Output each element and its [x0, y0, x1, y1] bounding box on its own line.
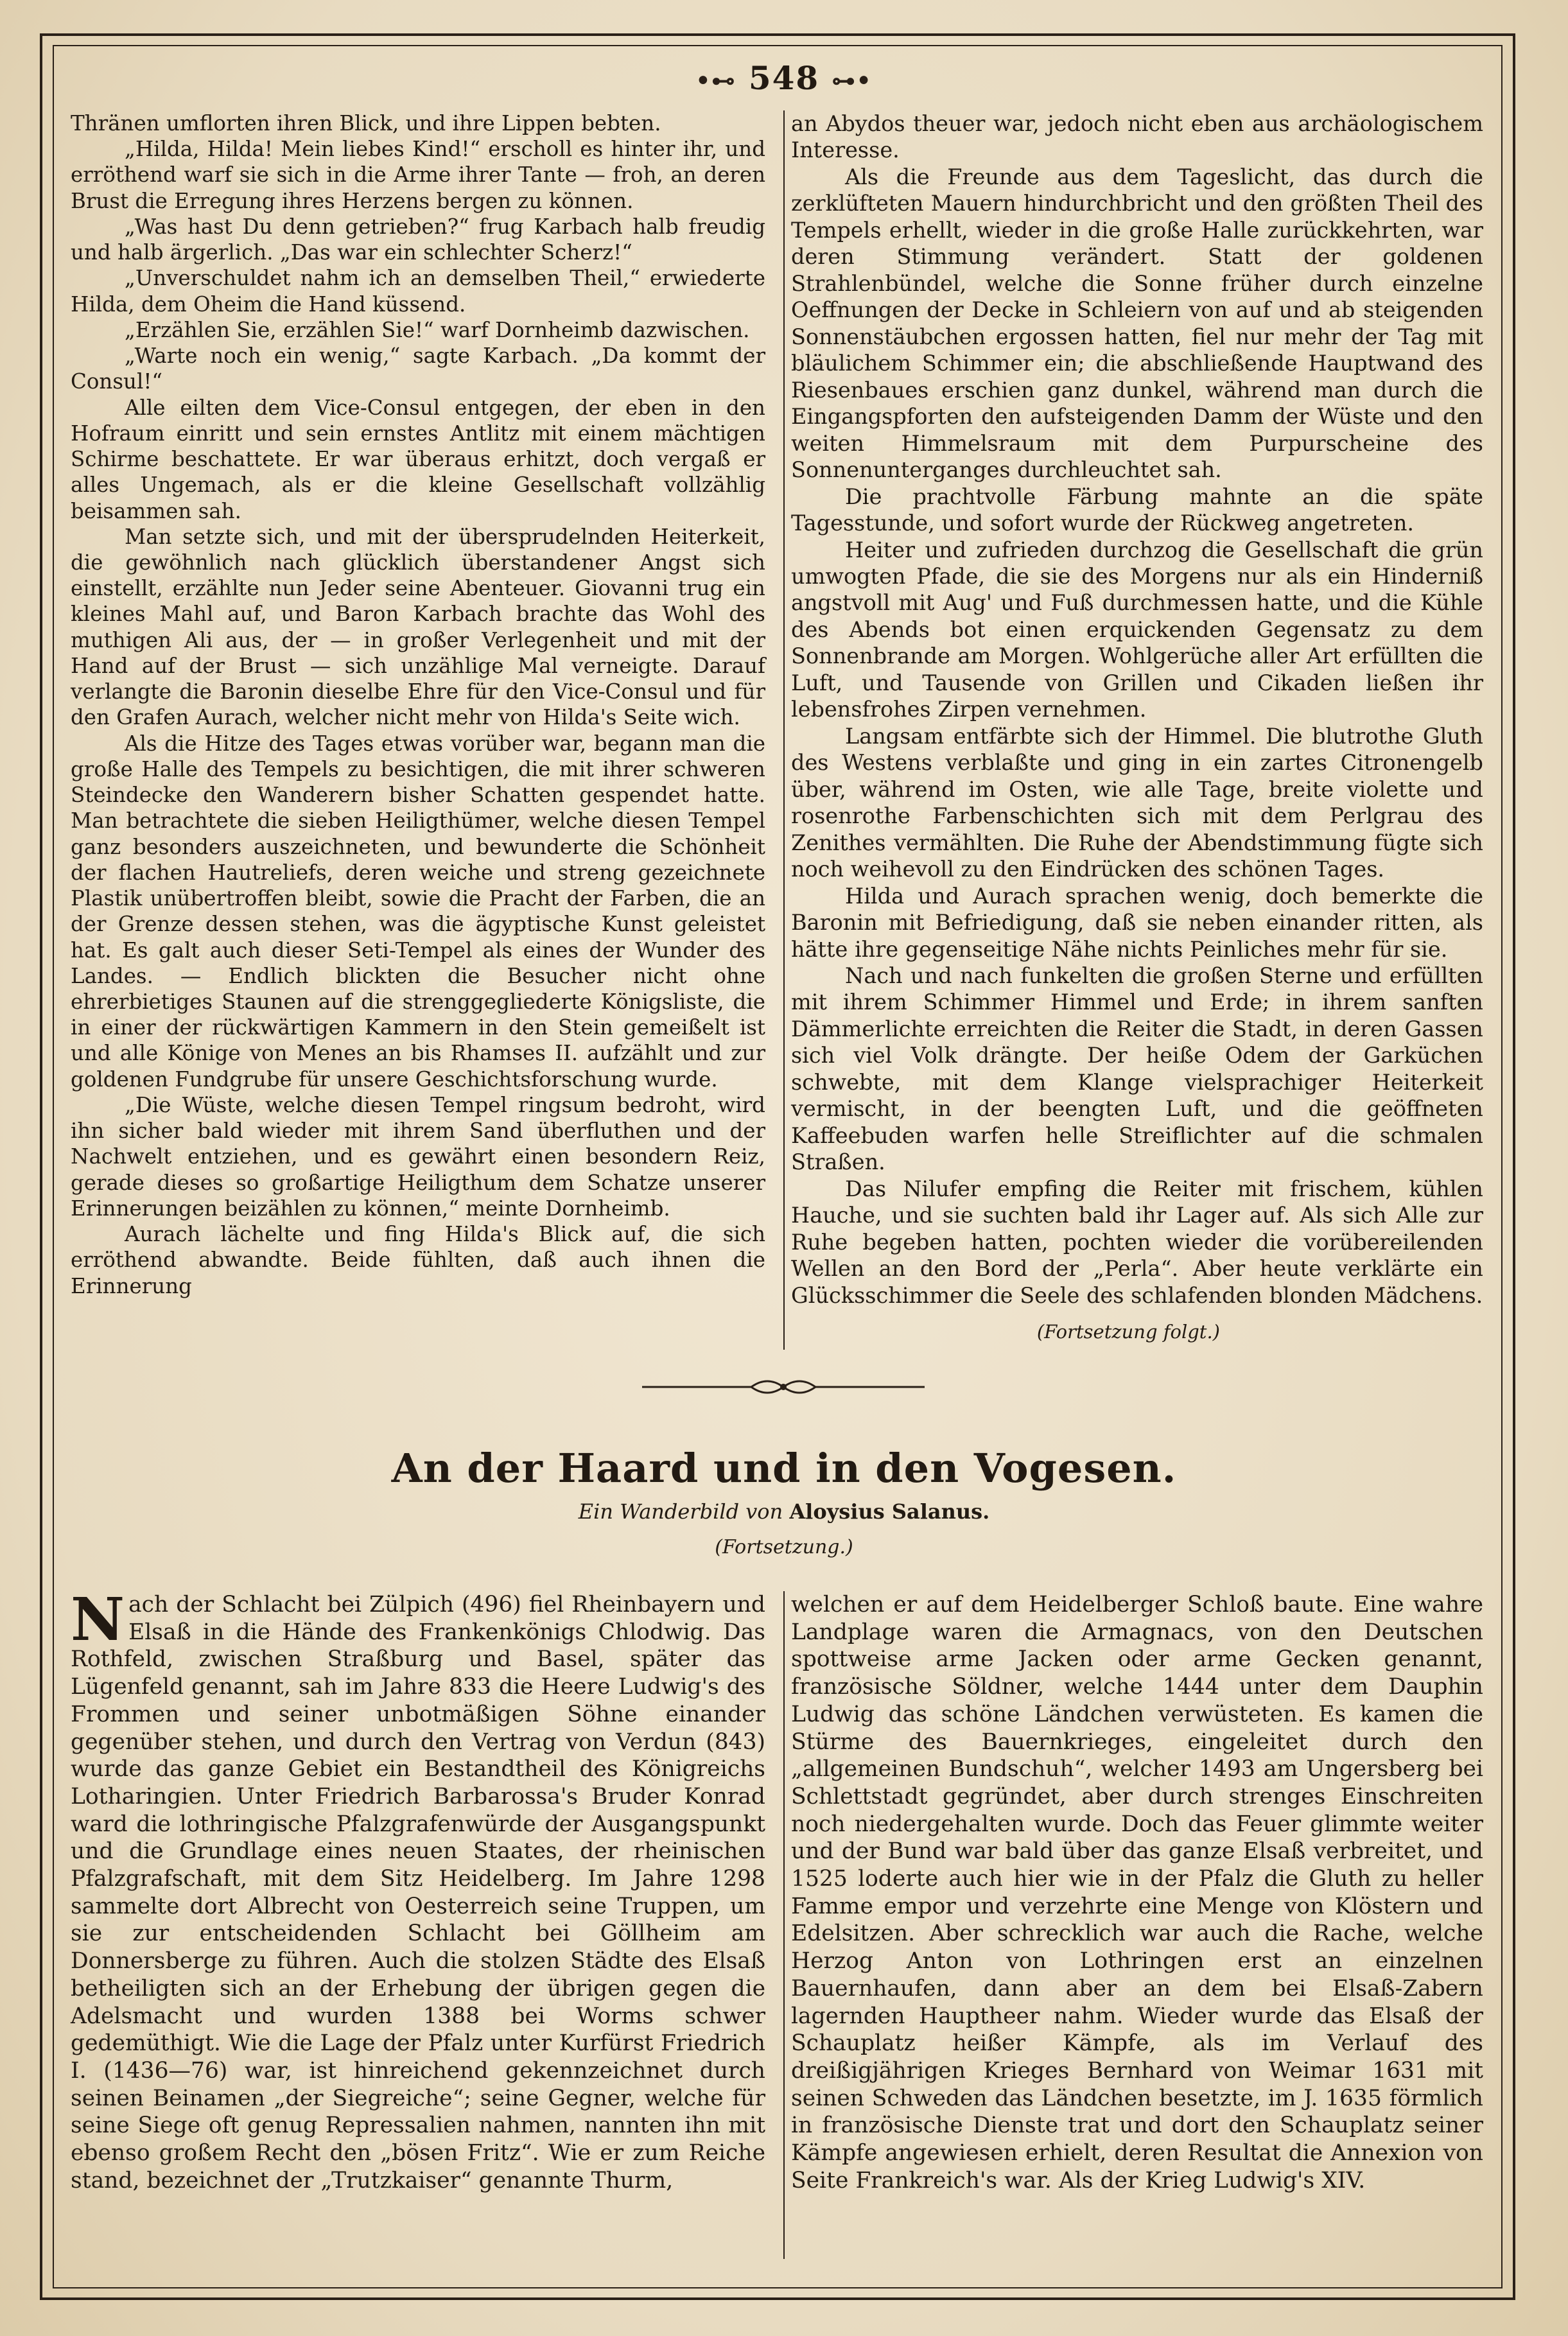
- top-column-rule: [783, 110, 785, 1350]
- paragraph: Heiter und zufrieden durchzog die Gesellschaft die grün umwogten Pfade, die sie des Morgens nur als ein Hinderniß angstvoll mit Aug' und Fuß durchmessen hatte, und die Kühle des Abends bot einen erquickenden Gegensatz zu dem Sonnenbrande am Morgen. Wohlgerüche aller Art erfüllten die Luft, und Tausende von Grillen und Cikaden ließen ihr lebensfrohes Zirpen vernehmen.: [791, 537, 1483, 722]
- paragraph: „Was hast Du denn getrieben?“ frug Karbach halb freudig und halb ärgerlich. „Das war ein schlechter Scherz!“: [71, 214, 765, 265]
- bottom-column-rule: [783, 1591, 785, 2259]
- article-left-column: [71, 1585, 765, 2259]
- paragraph: Als die Freunde aus dem Tageslicht, das durch die zerklüfteten Mauern hindurchbricht und den größten Theil des Tempels erhellt, wieder in die große Halle zurückkehrten, war deren Stimmung verändert. Statt der goldenen Strahlenbündel, welche die Sonne früher durch einzelne Oeffnungen der Decke in Schleiern von auf und ab steigenden Sonnenstäubchen ergossen hatten, fiel nur mehr der Tag mit bläulichem Schimmer ein; die abschließende Hauptwand des Riesenbaues erschien ganz dunkel, während man durch die Eingangspforten den aufsteigenden Damm der Wüste und den weiten Himmelsraum mit dem Purpurscheine des Sonnenunterganges durchleuchtet sah.: [791, 164, 1483, 483]
- paragraph: „Warte noch ein wenig,“ sagte Karbach. „Da kommt der Consul!“: [71, 344, 765, 394]
- article-right-column: [791, 1591, 1483, 2259]
- paragraph: Man setzte sich, und mit der übersprudelnden Heiterkeit, die gewöhnlich nach glücklich überstandener Angst sich einstellt, erzählte nun Jeder seine Abenteuer. Giovanni trug ein kleines Mahl auf, und Baron Karbach brachte das Wohl des muthigen Ali aus, der — in großer Verlegenheit und mit der Hand auf der Brust — sich unzählige Mal verneigte. Darauf verlangte die Baronin dieselbe Ehre für den Vice-Consul und für den Grafen Aurach, welcher nicht mehr von Hilda's Seite wich.: [71, 524, 765, 730]
- paragraph: Die prachtvolle Färbung mahnte an die späte Tagesstunde, und sofort wurde der Rückweg angetreten.: [791, 484, 1483, 536]
- page-number-header: [0, 59, 1568, 97]
- paragraph: Alle eilten dem Vice-Consul entgegen, der eben in den Hofraum einritt und sein ernstes Antlitz mit einem mächtigen Schirme beschattete. Er war überaus erhitzt, doch vergaß er alles Ungemach, als er die kleine Gesellschaft vollzählig beisammen sah.: [71, 395, 765, 523]
- article-subtitle: [0, 1499, 1568, 1524]
- paragraph: ach der Schlacht bei Zülpich (496) fiel Rheinbayern und Elsaß in die Hände des Frankenkönigs Chlodwig. Das Rothfeld, zwischen Straßburg und Basel, später das Lügenfeld genannt, sah im Jahre 833 die Heere Ludwig's des Frommen und seiner unbotmäßigen Söhne einander gegenüber stehen, und durch den Vertrag von Verdun (843) wurde das ganze Gebiet ein Bestandtheil des Königreichs Lotharingien. Unter Friedrich Barbarossa's Bruder Konrad ward die lothringische Pfalzgrafenwürde der Ausgangspunkt und die Grundlage eines neuen Staates, der rheinischen Pfalzgrafschaft, mit dem Sitz Heidelberg. Im Jahre 1298 sammelte dort Albrecht von Oesterreich seine Truppen, um sie zur entscheidenden Schlacht bei Göllheim am Donnersberge zu führen. Auch die stolzen Städte des Elsaß betheiligten sich an der Erhebung der übrigen gegen die Adelsmacht und wurden 1388 bei Worms schwer gedemüthigt. Wie die Lage der Pfalz unter Kurfürst Friedrich I. (1436—76) war, ist hinreichend gekennzeichnet durch seinen Beinamen „der Siegreiche“; seine Gegner, welche für seine Siege oft genug Repressalien nahmen, nannten ihn mit ebenso großem Recht den „bösen Fritz“. Wie er zum Reiche stand, bezeichnet der „Trutzkaiser“ genannte Thurm,: [71, 1592, 765, 2193]
- paragraph: an Abydos theuer war, jedoch nicht eben aus archäologischem Interesse.: [791, 111, 1483, 163]
- paragraph: welchen er auf dem Heidelberger Schloß baute. Eine wahre Landplage waren die Armagnacs, von den Deutschen spottweise arme Jacken oder arme Gecken genannt, französische Söldner, welche 1444 unter dem Dauphin Ludwig das schöne Ländchen verwüsteten. Es kamen die Stürme des Bauernkrieges, eingeleitet durch den „allgemeinen Bundschuh“, welcher 1493 am Ungersberg bei Schlettstadt gegründet, aber durch strenges Einschreiten noch niedergehalten wurde. Doch das Feuer glimmte weiter und der Bund war bald über das ganze Elsaß verbreitet, und 1525 loderte auch hier wie in der Pfalz die Gluth zu heller Famme empor und verzehrte eine Menge von Klöstern und Edelsitzen. Aber schrecklich war auch die Rache, welche Herzog Anton von Lothringen erst an einzelnen Bauernhaufen, dann aber an dem bei Elsaß-Zabern lagernden Hauptheer nahm. Wieder wurde das Elsaß der Schauplatz heißer Kämpfe, als im Verlauf des dreißigjährigen Krieges Bernhard von Weimar 1631 mit seinen Schweden das Ländchen besetzte, im J. 1635 förmlich in französische Dienste trat und dort den Schauplatz seiner Kämpfe angewiesen erhielt, deren Resultat die Annexion von Seite Frankreich's war. Als der Krieg Ludwig's XIV.: [791, 1592, 1483, 2193]
- page-number: 548: [748, 59, 820, 97]
- article-title: An der Haard und in den Vogesen.: [391, 1445, 1177, 1492]
- paragraph: Als die Hitze des Tages etwas vorüber war, begann man die große Halle des Tempels zu besichtigen, die mit ihrer schweren Steindecke den Wanderern bisher Schatten gespendet hatte. Man betrachtete die sieben Heiligthümer, welche diesen Tempel ganz besonders auszeichneten, und bewunderte die Schönheit der flachen Hautreliefs, deren weiche und streng gezeichnete Plastik unübertroffen bleibt, sowie die Pracht der Farben, die an der Grenze dessen stehen, was die ägyptische Kunst geleistet hat. Es galt auch dieser Seti-Tempel als eines der Wunder des Landes. — Endlich blickten die Besucher nicht ohne ehrerbietiges Staunen auf die strenggegliederte Königsliste, die in einer der rückwärtigen Kammern in den Stein gemeißelt ist und alle Könige von Menes an bis Rhamses II. aufzählt und zur goldenen Fundgrube für unsere Geschichtsforschung wurde.: [71, 731, 765, 1092]
- paragraph: „Unverschuldet nahm ich an demselben Theil,“ erwiederte Hilda, dem Oheim die Hand küssend.: [71, 266, 765, 317]
- left-ornament-icon: •⊷: [695, 67, 736, 94]
- right-ornament-icon: ⊶•: [832, 67, 873, 94]
- paragraph: „Erzählen Sie, erzählen Sie!“ warf Dornheimb dazwischen.: [125, 317, 750, 342]
- subtitle-prefix: Ein Wanderbild von: [578, 1499, 783, 1524]
- paragraph: Langsam entfärbte sich der Himmel. Die blutrothe Gluth des Westens verblaßte und ging in ein zartes Citronengelb über, während im Osten, wie alle Tage, breite violette und rosenrothe Farbenschichten sich mit dem Perlgrau des Zenithes vermählten. Die Ruhe der Abendstimmung fügte sich noch weihevoll zu den Eindrücken des schönen Tages.: [791, 723, 1483, 882]
- paragraph: Aurach lächelte und fing Hilda's Blick auf, die sich erröthend abwandte. Beide fühlten, daß auch ihnen die Erinnerung: [71, 1222, 765, 1298]
- paragraph: „Hilda, Hilda! Mein liebes Kind!“ erscholl es hinter ihr, und erröthend warf sie sich in die Arme ihrer Tante — froh, an deren Brust die Erregung ihres Herzens bergen zu können.: [71, 137, 765, 213]
- top-left-column: [71, 110, 765, 1337]
- paragraph: „Die Wüste, welche diesen Tempel ringsum bedroht, wird ihn sicher bald wieder mit ihrem Sand überfluthen und der Nachwelt entziehen, und es gewährt einen besondern Reiz, gerade dieses so großartige Heiligthum dem Schatze unserer Erinnerungen beizählen zu können,“ meinte Dornheimb.: [71, 1092, 765, 1221]
- paragraph: Thränen umflorten ihren Blick, und ihre Lippen bebten.: [71, 111, 661, 135]
- continued-note: (Fortsetzung folgt.): [1036, 1321, 1220, 1343]
- paragraph: Nach und nach funkelten die großen Sterne und erfüllten mit ihrem Schimmer Himmel und Erde; in ihrem sanften Dämmerlichte erreichten die Reiter die Stadt, in deren Gassen sich viel Volk drängte. Der heiße Odem der Garküchen schwebte, mit dem Klange vielsprachiger Heiterkeit vermischt, in der beengten Luft, und die geöffneten Kaffeebuden warfen helle Streiflichter auf die schmalen Straßen.: [791, 963, 1483, 1175]
- paragraph: Hilda und Aurach sprachen wenig, doch bemerkte die Baronin mit Befriedigung, daß sie neben einander ritten, als hätte ihre gegenseitige Nähe nichts Peinliches mehr für sie.: [791, 883, 1483, 962]
- paragraph: Das Nilufer empfing die Reiter mit frischem, kühlen Hauche, und sie suchten bald ihr Lager auf. Als sich Alle zur Ruhe begeben hatten, pochten wieder die vorübereilenden Wellen an den Bord der „Perla“. Aber heute verklärte ein Glücksschimmer die Seele des schlafenden blonden Mädchens.: [791, 1176, 1483, 1308]
- article-author: Aloysius Salanus.: [789, 1499, 990, 1524]
- top-right-column: [791, 110, 1483, 1318]
- drop-cap: N: [71, 1585, 125, 1654]
- separator-ornament-icon: [642, 1374, 925, 1400]
- article-continuation: (Fortsetzung.): [715, 1536, 853, 1558]
